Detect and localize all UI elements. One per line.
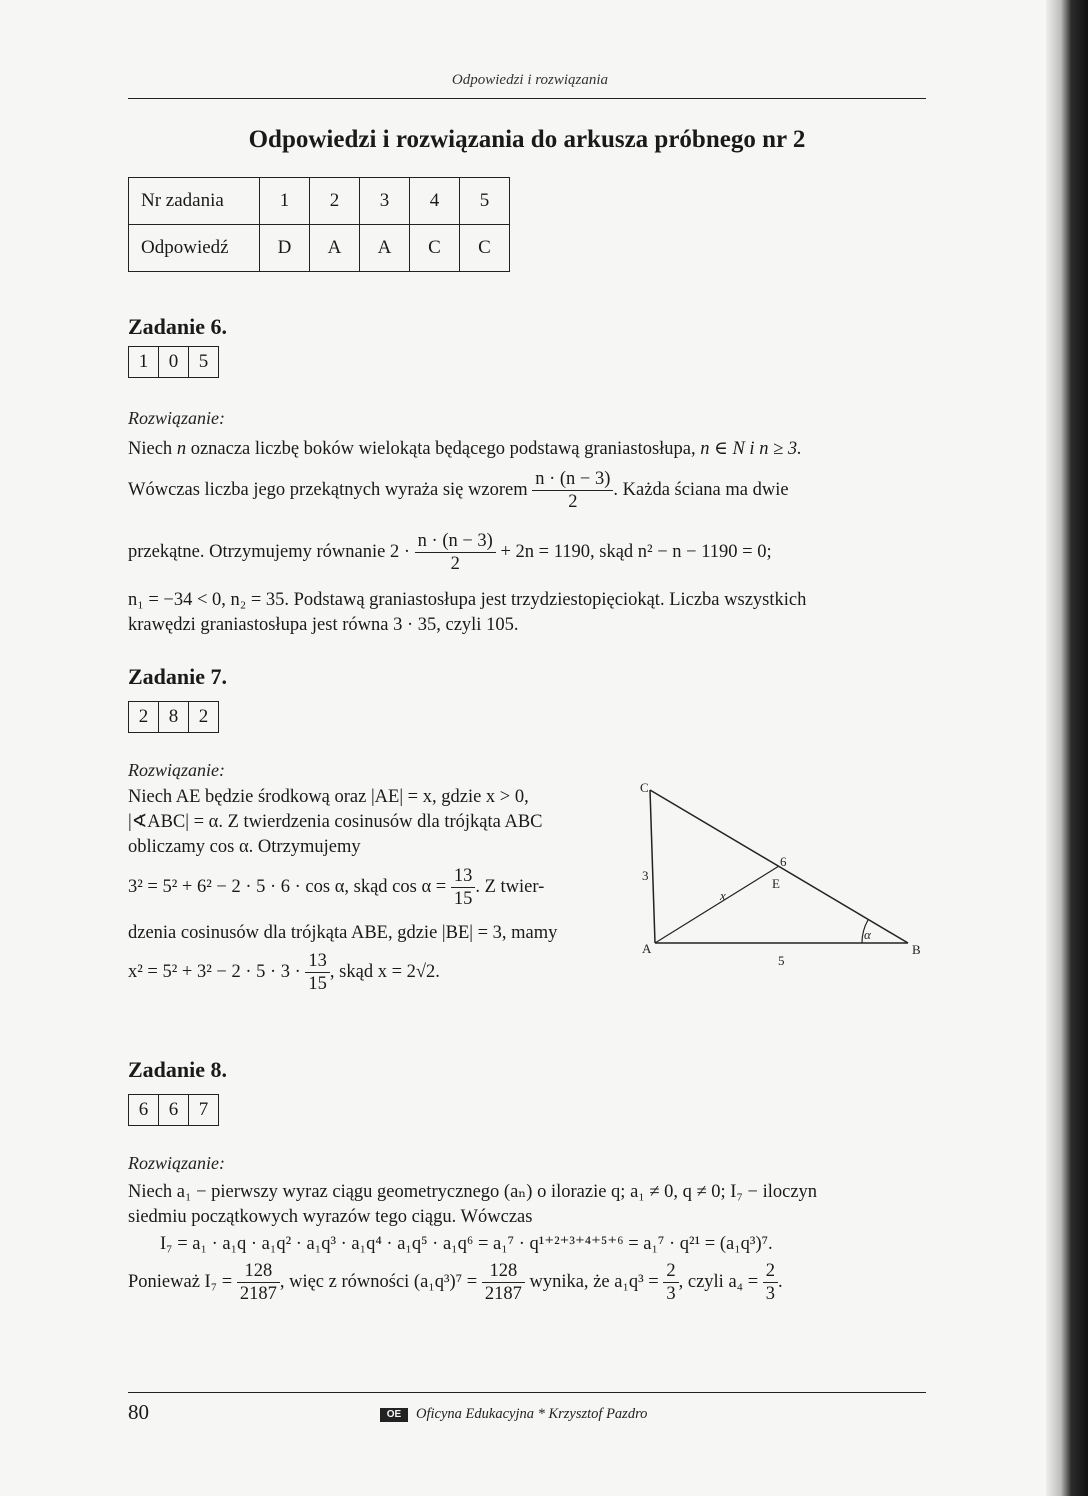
text-run: . Każda ściana ma dwie <box>613 479 789 500</box>
task-6-line-4: n₁ = −34 < 0, n₂ = 35. Podstawą graniastosłupa jest trzydziestopięciokąt. Liczba wszystkich <box>128 590 807 610</box>
fraction <box>451 865 476 910</box>
fraction <box>532 468 613 513</box>
task-7-line-3: obliczamy cos α. Otrzymujemy <box>128 837 361 857</box>
task-6-line-5: krawędzi graniastosłupa jest równa 3 · 35, czyli 105. <box>128 615 519 635</box>
answer-digit: 1 <box>128 346 159 378</box>
task-8-line-2: siedmiu początkowych wyrazów tego ciągu. Wówczas <box>128 1207 533 1227</box>
text-run: Wówczas liczba jego przekątnych wyraża się wzorem <box>128 479 533 500</box>
text-run: oznacza liczbę boków wielokąta będącego podstawą graniastosłupa, <box>186 439 701 459</box>
side-ac-length: 3 <box>642 868 649 883</box>
text-run: + 2n = 1190, skąd n² − n − 1190 = 0; <box>495 541 772 562</box>
median-ae-line <box>655 866 779 943</box>
side-ac-line <box>650 790 655 943</box>
fraction <box>415 530 496 575</box>
fraction-numerator: 13 <box>305 950 330 973</box>
fraction-denominator: 2187 <box>484 1284 522 1304</box>
task-7-solution-label: Rozwiązanie: <box>128 760 225 780</box>
publisher-logo: OE <box>380 1408 408 1422</box>
text-run: 3² = 5² + 6² − 2 · 5 · 6 · cos α, skąd cos α = <box>128 876 451 897</box>
answer-digit: 0 <box>158 346 189 378</box>
task-7-answer-boxes <box>128 701 219 733</box>
fraction-denominator: 3 <box>666 1284 676 1304</box>
median-label: x <box>720 888 726 903</box>
answer-table <box>128 177 510 272</box>
vertex-c-label: C <box>640 780 649 795</box>
fraction-numerator: 128 <box>482 1260 525 1283</box>
publisher-name: Oficyna Edukacyjna * Krzysztof Pazdro <box>416 1406 648 1422</box>
task-number: 3 <box>360 178 410 225</box>
text-run: n ∈ N i n ≥ 3. <box>700 439 802 459</box>
side-cb-length: 6 <box>780 854 787 869</box>
text-run: Ponieważ I₇ = <box>128 1271 237 1292</box>
task-number: 2 <box>310 178 360 225</box>
task-answer: C <box>460 225 510 272</box>
side-ab-length: 5 <box>778 953 785 965</box>
fraction <box>663 1260 678 1305</box>
text-run: , czyli a₄ = <box>678 1271 763 1292</box>
triangle-figure <box>630 770 930 965</box>
fraction-denominator: 3 <box>765 1284 776 1304</box>
running-header: Odpowiedzi i rozwiązania <box>451 72 609 88</box>
task-number: 1 <box>260 178 310 225</box>
fraction <box>237 1260 280 1305</box>
answer-digit: 6 <box>128 1094 159 1126</box>
angle-label: α <box>864 927 871 942</box>
task-7-heading: Zadanie 7. <box>128 664 228 689</box>
row-label-answers: Odpowiedź <box>129 225 260 272</box>
text-run: przekątne. Otrzymujemy równanie 2 · <box>128 541 415 562</box>
vertex-a-label: A <box>642 941 652 956</box>
fraction <box>763 1260 778 1305</box>
task-answer: A <box>360 225 410 272</box>
row-label-numbers: Nr zadania <box>129 178 260 225</box>
task-6-heading: Zadanie 6. <box>128 314 228 339</box>
fraction <box>305 950 330 995</box>
fraction-denominator: 15 <box>308 974 327 994</box>
vertex-e-label: E <box>772 876 780 891</box>
fraction-denominator: 2 <box>568 492 578 512</box>
text-run: , więc z równości (a₁q³)⁷ = <box>279 1271 482 1292</box>
task-7-line-1: Niech AE będzie środkową oraz |AE| = x, gdzie x > 0, <box>128 787 529 807</box>
task-8-answer-boxes <box>128 1094 219 1126</box>
fraction-numerator: 2 <box>763 1260 778 1283</box>
header-rule <box>128 98 926 99</box>
answer-table-row-answers <box>129 225 510 272</box>
task-number: 4 <box>410 178 460 225</box>
task-answer: A <box>310 225 360 272</box>
answer-digit: 7 <box>188 1094 219 1126</box>
page-title: Odpowiedzi i rozwiązania do arkusza próbnego nr 2 <box>248 126 806 153</box>
text-run: wynika, że a₁q³ = <box>524 1271 664 1292</box>
text-run: Niech <box>128 439 177 459</box>
text-run: n <box>176 439 187 459</box>
task-8-line-4 <box>128 1260 918 1305</box>
fraction-numerator: n · (n − 3) <box>532 468 613 491</box>
answer-digit: 8 <box>158 701 189 733</box>
fraction-denominator: 15 <box>453 889 473 909</box>
task-answer: C <box>410 225 460 272</box>
task-8-heading: Zadanie 8. <box>128 1057 228 1082</box>
fraction-denominator: 2 <box>450 554 460 574</box>
task-number: 5 <box>460 178 510 225</box>
publisher-credit <box>380 1406 647 1423</box>
task-8-line-3: I₇ = a₁ · a₁q · a₁q² · a₁q³ · a₁q⁴ · a₁q⁵ · a₁q⁶ = a₁⁷ · q¹⁺²⁺³⁺⁴⁺⁵⁺⁶ = a₁⁷ · q²¹ = (a₁q³)⁷. <box>160 1234 773 1254</box>
answer-digit: 5 <box>188 346 219 378</box>
vertex-b-label: B <box>912 942 921 957</box>
page-edge-shadow <box>1046 0 1088 1496</box>
task-7-line-5: dzenia cosinusów dla trójkąta ABE, gdzie |BE| = 3, mamy <box>128 923 558 943</box>
text-run: , skąd x = 2√2. <box>329 961 440 982</box>
task-6-answer-boxes <box>128 346 219 378</box>
answer-digit: 2 <box>128 701 159 733</box>
task-7-line-2: |∢ABC| = α. Z twierdzenia cosinusów dla trójkąta ABC <box>128 812 543 832</box>
task-answer: D <box>260 225 310 272</box>
answer-digit: 2 <box>188 701 219 733</box>
fraction-numerator: 13 <box>451 865 476 888</box>
task-6-line-3 <box>128 530 918 575</box>
text-run: . Z twier- <box>475 876 545 897</box>
fraction <box>482 1260 525 1305</box>
fraction-numerator: n · (n − 3) <box>415 530 496 553</box>
task-6-solution-label: Rozwiązanie: <box>128 408 225 428</box>
task-7-line-4 <box>128 865 608 910</box>
task-8-line-1: Niech a₁ − pierwszy wyraz ciągu geometrycznego (aₙ) o ilorazie q; a₁ ≠ 0, q ≠ 0; I₇ − iloczyn <box>128 1182 818 1202</box>
page-number: 80 <box>128 1400 149 1424</box>
task-6-line-1 <box>128 437 918 462</box>
footer-rule <box>128 1392 926 1393</box>
task-7-line-6 <box>128 950 628 995</box>
fraction-numerator: 2 <box>663 1260 678 1283</box>
task-8-solution-label: Rozwiązanie: <box>128 1153 225 1173</box>
text-run: . <box>778 1271 783 1292</box>
answer-table-row-numbers <box>129 178 510 225</box>
answer-digit: 6 <box>158 1094 189 1126</box>
text-run: x² = 5² + 3² − 2 · 5 · 3 · <box>128 961 306 982</box>
task-6-line-2 <box>128 468 918 513</box>
fraction-denominator: 2187 <box>239 1284 277 1304</box>
fraction-numerator: 128 <box>237 1260 280 1283</box>
